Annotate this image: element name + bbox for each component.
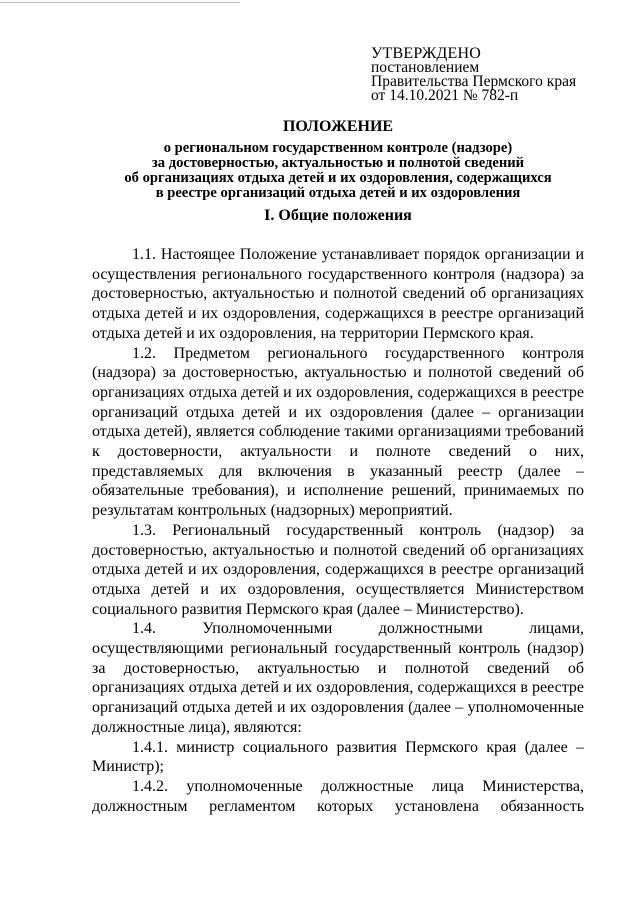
paragraph-1-4: 1.4. Уполномоченными должностными лицами, осуществляющими региональный государственный контроль (надзор) за достоверностью, актуальностью и полнотой сведений об организациях отдыха детей и их оздоровления, содержащихся в реестре организаций отдыха детей и их оздоровления (далее – уполномоченные должностные лица), являются: (92, 620, 584, 736)
subtitle-line: о региональном государственном контроле (надзоре) (163, 140, 513, 156)
approval-line: постановлением (371, 59, 480, 76)
document-body (92, 245, 584, 816)
approval-line: Правительства Пермского края (371, 73, 577, 90)
approval-date-number: от 14.10.2021 № 782-п (371, 87, 519, 104)
document-title: ПОЛОЖЕНИЕ (282, 118, 394, 135)
subtitle-line: в реестре организаций отдыха детей и их оздоровления (155, 185, 521, 201)
subtitle-line: об организациях отдыха детей и их оздоровления, содержащихся (124, 170, 552, 186)
document-subtitle (92, 141, 584, 201)
paragraph-1-2: 1.2. Предметом регионального государственного контроля (надзора) за достоверностью, актуальностью и полнотой сведений об организациях отдыха детей и их оздоровления, содержащихся в реестре организаций отдыха детей и их оздоровления (далее – организации отдыха детей), является соблюдение такими организациями требований к достоверности, актуальности и полноте сведений о них, представляемых для включения в указанный реестр (далее – обязательные требования), и исполнение решений, принимаемых по результатам контрольных (надзорных) мероприятий. (92, 344, 584, 520)
subtitle-line: за достоверностью, актуальностью и полнотой сведений (151, 155, 525, 171)
paragraph-1-4-1: 1.4.1. министр социального развития Пермского края (далее – Министр); (92, 738, 584, 776)
approval-stamp (371, 47, 621, 103)
section-heading: I. Общие положения (264, 207, 412, 224)
paragraph-1-3: 1.3. Региональный государственный контроль (надзор) за достоверностью, актуальностью и полнотой сведений об организациях отдыха детей и их оздоровления, содержащихся в реестре организаций отдыха детей и их оздоровления, осуществляется Министерством социального развития Пермского края (далее – Министерство). (92, 521, 584, 618)
paragraph-1-4-2: 1.4.2. уполномоченные должностные лица Министерства, должностным регламентом которых установлена обязанность (92, 777, 584, 815)
paragraph-1-1: 1.1. Настоящее Положение устанавливает порядок организации и осуществления регионального государственного контроля (надзора) за достоверностью, актуальностью и полнотой сведений об организациях отдыха детей и их оздоровления, содержащихся в реестре организаций отдыха детей и их оздоровления, на территории Пермского края. (92, 246, 584, 342)
approval-title: УТВЕРЖДЕНО (371, 45, 482, 62)
scan-top-rule (0, 2, 240, 3)
